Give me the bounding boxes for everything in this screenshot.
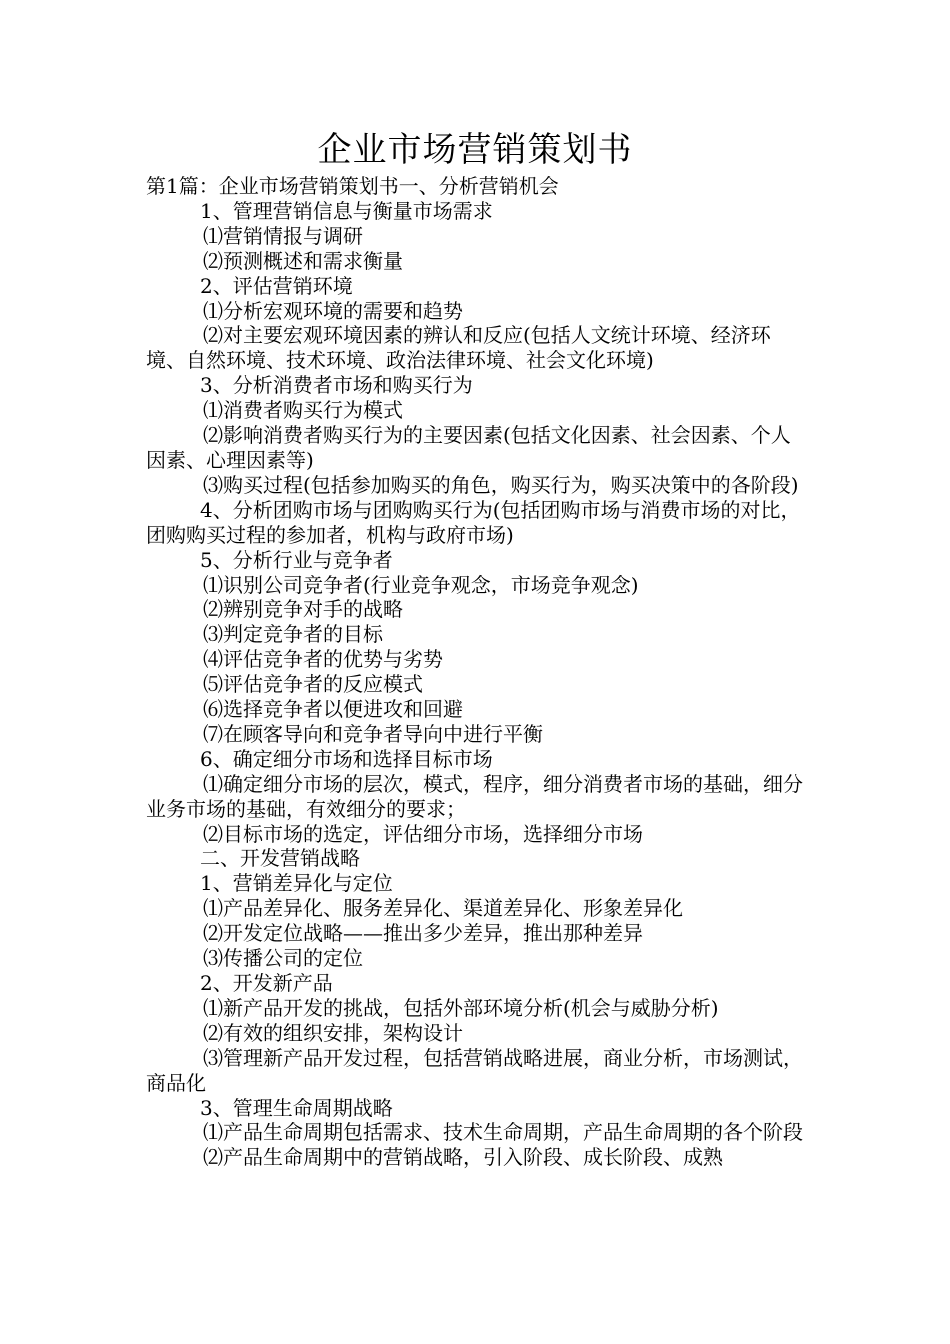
paragraph: ⑸评估竞争者的反应模式 (203, 672, 423, 697)
paragraph: 1、营销差异化与定位 (200, 871, 393, 896)
paragraph: ⑵预测概述和需求衡量 (203, 248, 403, 273)
document-body (146, 174, 810, 1170)
paragraph: ⑷评估竞争者的优势与劣势 (203, 647, 443, 672)
paragraph: ⑵产品生命周期中的营销战略，引入阶段、成长阶段、成熟 (203, 1145, 723, 1170)
paragraph: ⑶判定竞争者的目标 (203, 622, 383, 647)
paragraph: ⑹选择竞争者以便进攻和回避 (203, 697, 463, 722)
paragraph: ⑴产品生命周期包括需求、技术生命周期，产品生命周期的各个阶段 (203, 1120, 803, 1145)
paragraph: 二、开发营销战略 (200, 846, 360, 871)
paragraph: ⑴识别公司竞争者(行业竞争观念，市场竞争观念) (203, 572, 639, 597)
paragraph: ⑶传播公司的定位 (203, 946, 363, 971)
paragraph: 3、管理生命周期战略 (200, 1095, 393, 1120)
paragraph: ⑺在顾客导向和竞争者导向中进行平衡 (203, 721, 543, 746)
paragraph: ⑴确定细分市场的层次，模式，程序，细分消费者市场的基础，细分业务市场的基础，有效细分的要求； (146, 771, 803, 821)
paragraph: 2、开发新产品 (200, 971, 333, 995)
paragraph: ⑴消费者购买行为模式 (203, 398, 403, 423)
paragraph: ⑴产品差异化、服务差异化、渠道差异化、形象差异化 (203, 896, 683, 921)
paragraph: ⑶管理新产品开发过程，包括营销战略进展，商业分析，市场测试，商品化 (146, 1045, 803, 1095)
document-title: 企业市场营销策划书 (317, 130, 633, 170)
paragraph: ⑴营销情报与调研 (203, 223, 363, 248)
paragraph: ⑵对主要宏观环境因素的辨认和反应(包括人文统计环境、经济环境、自然环境、技术环境、政治法律环境、社会文化环境) (146, 323, 771, 373)
paragraph: 3、分析消费者市场和购买行为 (200, 373, 473, 398)
paragraph: ⑴分析宏观环境的需要和趋势 (203, 298, 463, 323)
paragraph: ⑵辨别竞争对手的战略 (203, 597, 403, 622)
paragraph: ⑵有效的组织安排，架构设计 (203, 1020, 463, 1045)
paragraph: 4、分析团购市场与团购购买行为(包括团购市场与消费市场的对比，团购购买过程的参加者，机构与政府市场) (146, 497, 801, 547)
paragraph: ⑶购买过程(包括参加购买的角色，购买行为，购买决策中的各阶段) (203, 472, 799, 497)
paragraph: ⑵开发定位战略——推出多少差异，推出那种差异 (203, 921, 643, 946)
paragraph: 6、确定细分市场和选择目标市场 (200, 746, 493, 771)
paragraph: ⑴新产品开发的挑战，包括外部环境分析(机会与威胁分析) (203, 995, 719, 1020)
paragraph: ⑵目标市场的选定，评估细分市场，选择细分市场 (203, 821, 643, 846)
paragraph: ⑵影响消费者购买行为的主要因素(包括文化因素、社会因素、个人因素、心理因素等) (146, 423, 791, 472)
paragraph: 2、评估营销环境 (200, 273, 353, 298)
paragraph: 5、分析行业与竞争者 (200, 547, 393, 572)
paragraph: 1、管理营销信息与衡量市场需求 (200, 198, 493, 223)
paragraph: 第1篇：企业市场营销策划书一、分析营销机会 (146, 174, 559, 198)
